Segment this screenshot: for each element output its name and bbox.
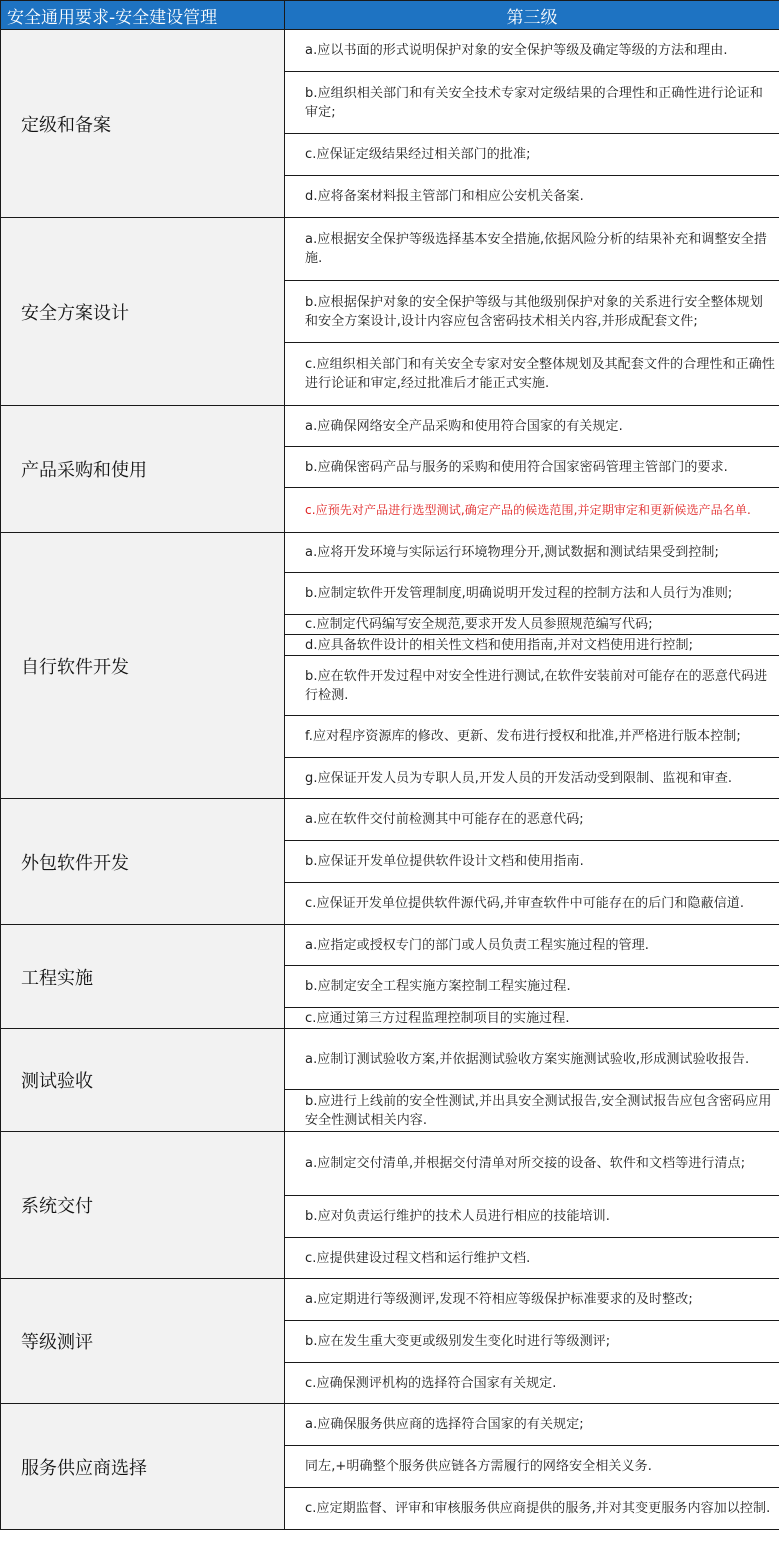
item-cell: c.应通过第三方过程监理控制项目的实施过程. bbox=[285, 1008, 779, 1029]
item-cell: a.应制订测试验收方案,并依据测试验收方案实施测试验收,形成测试验收报告. bbox=[285, 1029, 779, 1090]
table-row bbox=[1, 1029, 779, 1090]
item-cell: c.应确保测评机构的选择符合国家有关规定. bbox=[285, 1363, 779, 1404]
item-cell: b.应进行上线前的安全性测试,并出具安全测试报告,安全测试报告应包含密码应用安全性测试相关内容. bbox=[285, 1090, 779, 1132]
item-cell: c.应定期监督、评审和审核服务供应商提供的服务,并对其变更服务内容加以控制. bbox=[285, 1488, 779, 1530]
item-cell: b.应根据保护对象的安全保护等级与其他级别保护对象的关系进行安全整体规划和安全方案设计,设计内容应包含密码技术相关内容,并形成配套文件; bbox=[285, 281, 779, 343]
table-row bbox=[1, 1132, 779, 1196]
header-category: 安全通用要求-安全建设管理 bbox=[1, 1, 285, 30]
category-cell: 安全方案设计 bbox=[1, 218, 285, 406]
item-cell: c.应保证开发单位提供软件源代码,并审查软件中可能存在的后门和隐蔽信道. bbox=[285, 883, 779, 925]
category-cell: 等级测评 bbox=[1, 1279, 285, 1404]
category-cell: 定级和备案 bbox=[1, 30, 285, 218]
item-cell: b.应组织相关部门和有关安全技术专家对定级结果的合理性和正确性进行论证和审定; bbox=[285, 72, 779, 134]
item-cell: f.应对程序资源库的修改、更新、发布进行授权和批准,并严格进行版本控制; bbox=[285, 716, 779, 758]
table-row bbox=[1, 799, 779, 841]
item-cell: 同左,+明确整个服务供应链各方需履行的网络安全相关义务. bbox=[285, 1446, 779, 1488]
table-header-row bbox=[1, 1, 779, 30]
table-row bbox=[1, 406, 779, 447]
item-cell: b.应保证开发单位提供软件设计文档和使用指南. bbox=[285, 841, 779, 883]
table-row bbox=[1, 925, 779, 966]
item-cell: a.应确保服务供应商的选择符合国家的有关规定; bbox=[285, 1404, 779, 1446]
item-cell: b.应在软件开发过程中对安全性进行测试,在软件安装前对可能存在的恶意代码进行检测. bbox=[285, 656, 779, 716]
item-cell-highlight: c.应预先对产品进行选型测试,确定产品的候选范围,并定期审定和更新候选产品名单. bbox=[285, 488, 779, 533]
category-cell: 工程实施 bbox=[1, 925, 285, 1029]
item-cell: b.应对负责运行维护的技术人员进行相应的技能培训. bbox=[285, 1196, 779, 1238]
item-cell: c.应制定代码编写安全规范,要求开发人员参照规范编写代码; bbox=[285, 615, 779, 635]
table-row bbox=[1, 1404, 779, 1446]
item-cell: c.应保证定级结果经过相关部门的批准; bbox=[285, 134, 779, 176]
item-cell: b.应制定安全工程实施方案控制工程实施过程. bbox=[285, 966, 779, 1008]
table-row bbox=[1, 533, 779, 573]
category-cell: 服务供应商选择 bbox=[1, 1404, 285, 1530]
table-row bbox=[1, 1279, 779, 1321]
table-row bbox=[1, 30, 779, 72]
item-cell: b.应制定软件开发管理制度,明确说明开发过程的控制方法和人员行为准则; bbox=[285, 573, 779, 615]
item-cell: a.应确保网络安全产品采购和使用符合国家的有关规定. bbox=[285, 406, 779, 447]
item-cell: a.应指定或授权专门的部门或人员负责工程实施过程的管理. bbox=[285, 925, 779, 966]
item-cell: d.应将备案材料报主管部门和相应公安机关备案. bbox=[285, 176, 779, 218]
item-cell: c.应组织相关部门和有关安全专家对安全整体规划及其配套文件的合理性和正确性进行论证和审定,经过批准后才能正式实施. bbox=[285, 343, 779, 406]
item-cell: b.应在发生重大变更或级别发生变化时进行等级测评; bbox=[285, 1321, 779, 1363]
item-cell: a.应将开发环境与实际运行环境物理分开,测试数据和测试结果受到控制; bbox=[285, 533, 779, 573]
category-cell: 测试验收 bbox=[1, 1029, 285, 1132]
item-cell: a.应根据安全保护等级选择基本安全措施,依据风险分析的结果补充和调整安全措施. bbox=[285, 218, 779, 281]
item-cell: g.应保证开发人员为专职人员,开发人员的开发活动受到限制、监视和审查. bbox=[285, 758, 779, 799]
category-cell: 外包软件开发 bbox=[1, 799, 285, 925]
category-cell: 自行软件开发 bbox=[1, 533, 285, 799]
item-cell: a.应以书面的形式说明保护对象的安全保护等级及确定等级的方法和理由. bbox=[285, 30, 779, 72]
item-cell: d.应具备软件设计的相关性文档和使用指南,并对文档使用进行控制; bbox=[285, 635, 779, 656]
item-cell: a.应在软件交付前检测其中可能存在的恶意代码; bbox=[285, 799, 779, 841]
item-cell: c.应提供建设过程文档和运行维护文档. bbox=[285, 1238, 779, 1279]
header-level: 第三级 bbox=[285, 1, 779, 30]
item-cell: b.应确保密码产品与服务的采购和使用符合国家密码管理主管部门的要求. bbox=[285, 447, 779, 488]
item-cell: a.应制定交付清单,并根据交付清单对所交接的设备、软件和文档等进行清点; bbox=[285, 1132, 779, 1196]
item-cell: a.应定期进行等级测评,发现不符相应等级保护标准要求的及时整改; bbox=[285, 1279, 779, 1321]
category-cell: 系统交付 bbox=[1, 1132, 285, 1279]
category-cell: 产品采购和使用 bbox=[1, 406, 285, 533]
table-row bbox=[1, 218, 779, 281]
